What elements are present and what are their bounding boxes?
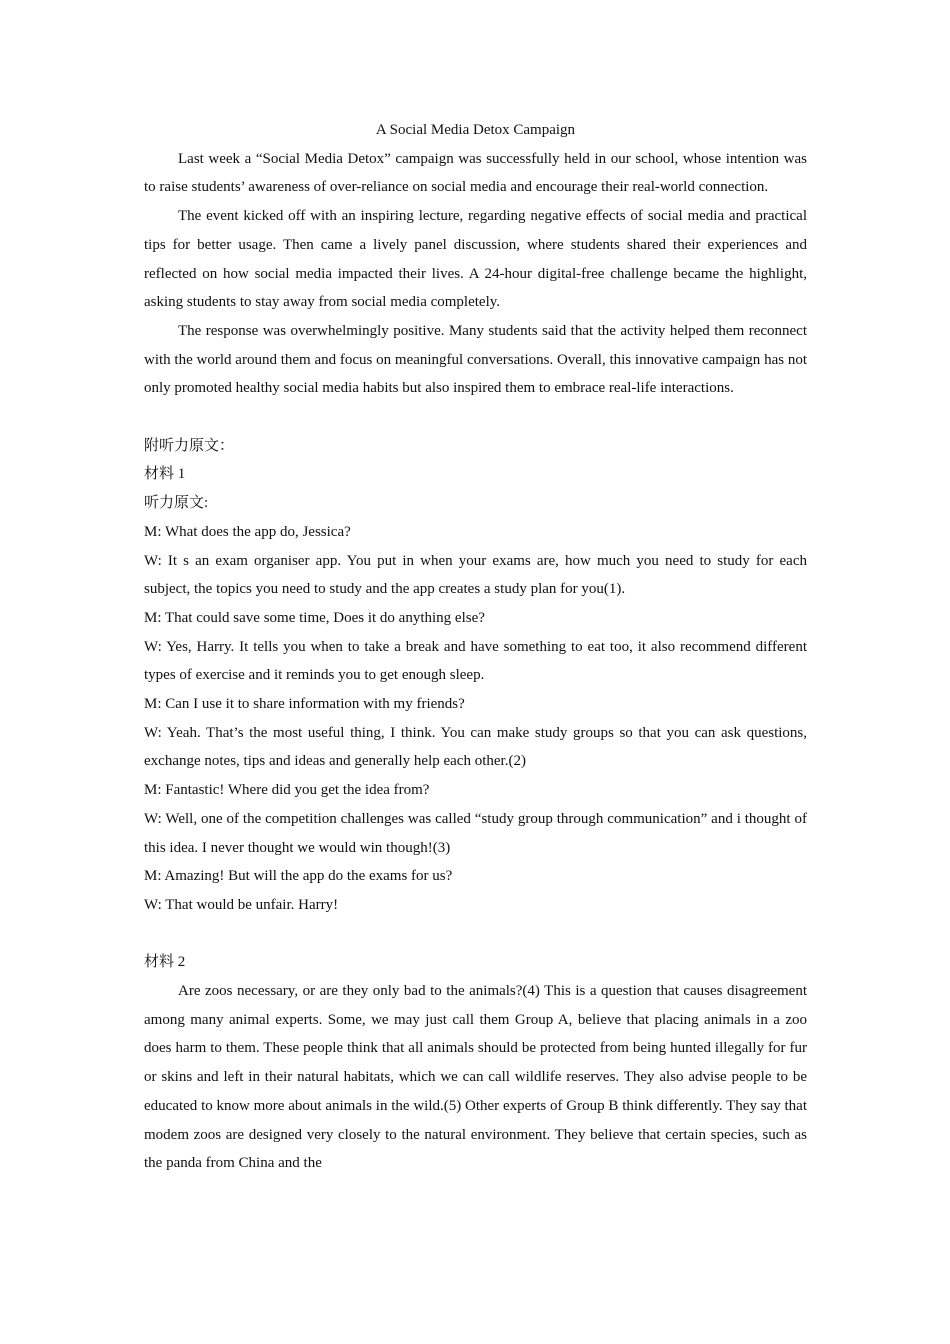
dialogue-line: M: That could save some time, Does it do anything else? <box>144 609 485 626</box>
dialogue-line: M: Can I use it to share information with my friends? <box>144 696 465 713</box>
appendix-heading: 附听力原文： <box>144 437 235 454</box>
dialogue-line: W: Yeah. That’s the most useful thing, I think. You can make study groups so that you can ask questions, exchange notes, tips and ideas and generally help each other.(2) <box>144 724 807 770</box>
material-1-label: 材料 1 <box>144 466 186 483</box>
dialogue-line: W: It s an exam organiser app. You put in when your exams are, how much you need to study for each subject, the topics you need to study and the app creates a study plan for you(1). <box>144 552 807 598</box>
material-1-sublabel: 听力原文: <box>144 495 209 512</box>
dialogue-line: W: Yes, Harry. It tells you when to take a break and have something to eat too, it also recommend different types of exercise and it reminds you to get enough sleep. <box>144 638 807 684</box>
dialogue-line: M: What does the app do, Jessica? <box>144 523 351 540</box>
article-title: A Social Media Detox Campaign <box>375 122 576 138</box>
article-paragraph-2: The event kicked off with an inspiring lecture, regarding negative effects of social media and practical tips for better usage. Then came a lively panel discussion, where students shared their experiences and reflected on how social media impacted their lives. A 24-hour digital-free challenge became the highlight, asking students to stay away from social media completely. <box>144 208 807 311</box>
document-page <box>144 116 807 1178</box>
dialogue-line: W: Well, one of the competition challenges was called “study group through communication” and i thought of this idea. I never thought we would win though!(3) <box>144 810 807 856</box>
article-paragraph-1: Last week a “Social Media Detox” campaign was successfully held in our school, whose intention was to raise students’ awareness of over-reliance on social media and encourage their real-world connection. <box>144 150 807 196</box>
material-2-label: 材料 2 <box>144 954 186 971</box>
dialogue-line: W: That would be unfair. Harry! <box>144 896 339 913</box>
dialogue-line: M: Amazing! But will the app do the exams for us? <box>144 868 453 885</box>
section-spacer <box>144 403 807 432</box>
article-paragraph-3: The response was overwhelmingly positive. Many students said that the activity helped them reconnect with the world around them and focus on meaningful conversations. Overall, this innovative campaign has not only promoted healthy social media habits but also inspired them to embrace real-life interactions. <box>144 322 807 397</box>
dialogue-line: M: Fantastic! Where did you get the idea from? <box>144 782 430 799</box>
material-2-paragraph: Are zoos necessary, or are they only bad to the animals?(4) This is a question that causes disagreement among many animal experts. Some, we may just call them Group A, believe that placing animals in a zoo does harm to them. These people think that all animals should be protected from being hunted illegally for fur or skins and left in their natural habitats, which we can call wildlife reserves. They also advise people to be educated to know more about animals in the wild.(5) Other experts of Group B think differently. They say that modem zoos are designed very closely to the natural environment. They believe that certain species, such as the panda from China and the <box>144 983 807 1172</box>
section-spacer <box>144 920 807 949</box>
